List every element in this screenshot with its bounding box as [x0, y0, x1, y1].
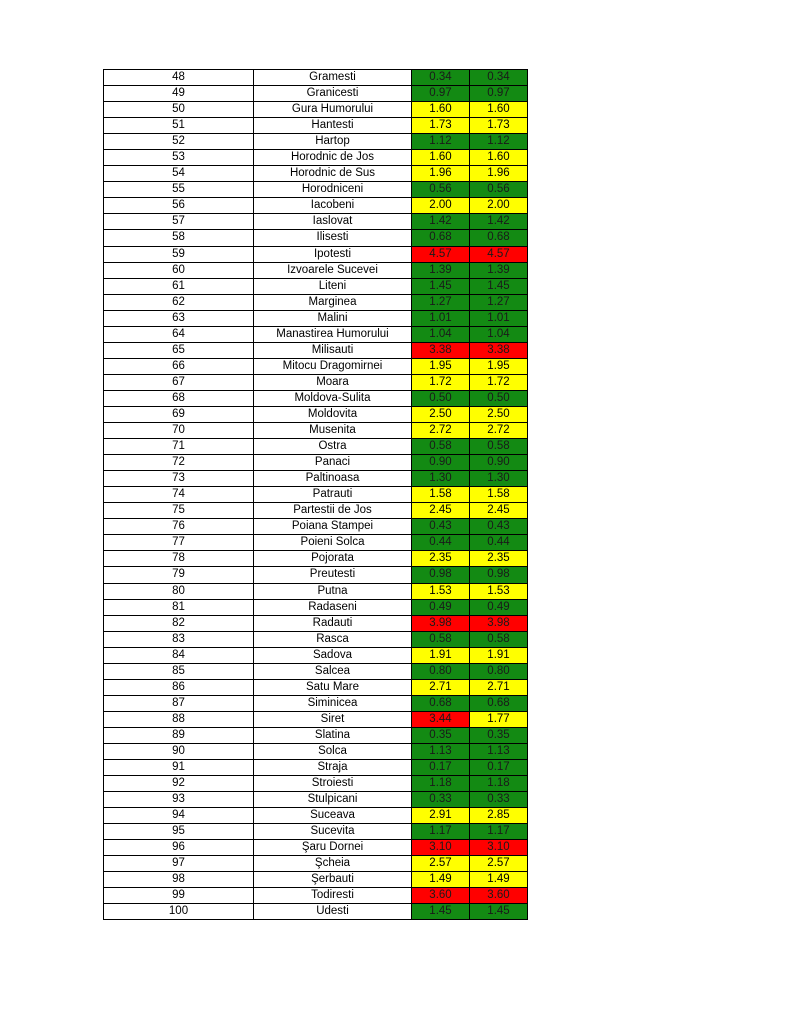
value-2-cell: 0.68: [470, 230, 528, 246]
table-row: [104, 679, 528, 695]
table-row: [104, 519, 528, 535]
row-number-cell: 71: [104, 439, 254, 455]
row-number-cell: 59: [104, 246, 254, 262]
locality-name-cell: Siret: [254, 711, 412, 727]
table-row: [104, 246, 528, 262]
value-2-cell: 0.97: [470, 86, 528, 102]
locality-name-cell: Hartop: [254, 134, 412, 150]
value-1-cell: 0.80: [412, 663, 470, 679]
row-number-cell: 68: [104, 390, 254, 406]
value-1-cell: 0.58: [412, 631, 470, 647]
row-number-cell: 94: [104, 808, 254, 824]
table-row: [104, 840, 528, 856]
locality-name-cell: Şaru Dornei: [254, 840, 412, 856]
value-1-cell: 0.68: [412, 230, 470, 246]
locality-name-cell: Poieni Solca: [254, 535, 412, 551]
table-row: [104, 711, 528, 727]
locality-name-cell: Slatina: [254, 727, 412, 743]
table-row: [104, 487, 528, 503]
table-row: [104, 599, 528, 615]
table-row: [104, 583, 528, 599]
value-1-cell: 2.91: [412, 808, 470, 824]
row-number-cell: 86: [104, 679, 254, 695]
row-number-cell: 49: [104, 86, 254, 102]
row-number-cell: 87: [104, 695, 254, 711]
locality-name-cell: Liteni: [254, 278, 412, 294]
table-row: [104, 760, 528, 776]
locality-name-cell: Milisauti: [254, 342, 412, 358]
value-1-cell: 1.60: [412, 150, 470, 166]
locality-name-cell: Ostra: [254, 439, 412, 455]
locality-name-cell: Ilisesti: [254, 230, 412, 246]
locality-name-cell: Sucevita: [254, 824, 412, 840]
row-number-cell: 77: [104, 535, 254, 551]
value-1-cell: 1.45: [412, 278, 470, 294]
value-2-cell: 1.45: [470, 278, 528, 294]
locality-name-cell: Ipotesti: [254, 246, 412, 262]
row-number-cell: 98: [104, 872, 254, 888]
row-number-cell: 76: [104, 519, 254, 535]
value-2-cell: 2.85: [470, 808, 528, 824]
value-2-cell: 1.18: [470, 776, 528, 792]
value-1-cell: 0.17: [412, 760, 470, 776]
table-row: [104, 406, 528, 422]
table-row: [104, 792, 528, 808]
value-2-cell: 1.13: [470, 743, 528, 759]
value-1-cell: 1.53: [412, 583, 470, 599]
locality-name-cell: Partestii de Jos: [254, 503, 412, 519]
value-2-cell: 0.17: [470, 760, 528, 776]
value-2-cell: 1.45: [470, 904, 528, 920]
locality-name-cell: Stroiesti: [254, 776, 412, 792]
value-1-cell: 1.58: [412, 487, 470, 503]
row-number-cell: 78: [104, 551, 254, 567]
value-2-cell: 0.35: [470, 727, 528, 743]
value-2-cell: 2.35: [470, 551, 528, 567]
value-2-cell: 0.68: [470, 695, 528, 711]
value-1-cell: 1.95: [412, 358, 470, 374]
row-number-cell: 64: [104, 326, 254, 342]
value-1-cell: 3.60: [412, 888, 470, 904]
value-1-cell: 2.45: [412, 503, 470, 519]
value-2-cell: 1.60: [470, 150, 528, 166]
value-1-cell: 1.30: [412, 471, 470, 487]
row-number-cell: 67: [104, 374, 254, 390]
locality-name-cell: Hantesti: [254, 118, 412, 134]
value-1-cell: 1.49: [412, 872, 470, 888]
row-number-cell: 100: [104, 904, 254, 920]
value-1-cell: 2.00: [412, 198, 470, 214]
locality-name-cell: Pojorata: [254, 551, 412, 567]
value-2-cell: 4.57: [470, 246, 528, 262]
table-row: [104, 743, 528, 759]
value-1-cell: 2.72: [412, 423, 470, 439]
table-row: [104, 214, 528, 230]
table-row: [104, 872, 528, 888]
row-number-cell: 65: [104, 342, 254, 358]
table-row: [104, 727, 528, 743]
table-row: [104, 856, 528, 872]
value-1-cell: 1.72: [412, 374, 470, 390]
row-number-cell: 53: [104, 150, 254, 166]
value-1-cell: 1.91: [412, 647, 470, 663]
value-1-cell: 1.60: [412, 102, 470, 118]
value-2-cell: 2.45: [470, 503, 528, 519]
locality-name-cell: Marginea: [254, 294, 412, 310]
table-row: [104, 439, 528, 455]
locality-name-cell: Şerbauti: [254, 872, 412, 888]
row-number-cell: 51: [104, 118, 254, 134]
value-1-cell: 0.49: [412, 599, 470, 615]
table-row: [104, 198, 528, 214]
locality-name-cell: Malini: [254, 310, 412, 326]
row-number-cell: 52: [104, 134, 254, 150]
table-row: [104, 102, 528, 118]
locality-name-cell: Gura Humorului: [254, 102, 412, 118]
row-number-cell: 70: [104, 423, 254, 439]
locality-name-cell: Moldovita: [254, 406, 412, 422]
table-row: [104, 278, 528, 294]
value-1-cell: 0.97: [412, 86, 470, 102]
value-2-cell: 0.56: [470, 182, 528, 198]
value-2-cell: 1.04: [470, 326, 528, 342]
row-number-cell: 63: [104, 310, 254, 326]
locality-name-cell: Horodnic de Jos: [254, 150, 412, 166]
locality-name-cell: Satu Mare: [254, 679, 412, 695]
locality-name-cell: Preutesti: [254, 567, 412, 583]
table-row: [104, 423, 528, 439]
locality-name-cell: Stulpicani: [254, 792, 412, 808]
table-row: [104, 904, 528, 920]
value-2-cell: 3.38: [470, 342, 528, 358]
value-1-cell: 2.71: [412, 679, 470, 695]
locality-name-cell: Solca: [254, 743, 412, 759]
table-row: [104, 615, 528, 631]
value-1-cell: 2.50: [412, 406, 470, 422]
value-2-cell: 2.00: [470, 198, 528, 214]
value-2-cell: 0.50: [470, 390, 528, 406]
row-number-cell: 74: [104, 487, 254, 503]
row-number-cell: 90: [104, 743, 254, 759]
table-row: [104, 776, 528, 792]
value-1-cell: 4.57: [412, 246, 470, 262]
value-1-cell: 1.17: [412, 824, 470, 840]
value-1-cell: 0.58: [412, 439, 470, 455]
value-2-cell: 0.34: [470, 70, 528, 86]
locality-name-cell: Gramesti: [254, 70, 412, 86]
value-1-cell: 0.34: [412, 70, 470, 86]
row-number-cell: 83: [104, 631, 254, 647]
row-number-cell: 61: [104, 278, 254, 294]
locality-name-cell: Mitocu Dragomirnei: [254, 358, 412, 374]
table-row: [104, 695, 528, 711]
table-row: [104, 182, 528, 198]
locality-name-cell: Rasca: [254, 631, 412, 647]
table-row: [104, 535, 528, 551]
row-number-cell: 82: [104, 615, 254, 631]
value-2-cell: 0.44: [470, 535, 528, 551]
value-2-cell: 1.77: [470, 711, 528, 727]
row-number-cell: 81: [104, 599, 254, 615]
value-1-cell: 1.18: [412, 776, 470, 792]
value-1-cell: 1.39: [412, 262, 470, 278]
table-row: [104, 342, 528, 358]
row-number-cell: 62: [104, 294, 254, 310]
value-1-cell: 3.10: [412, 840, 470, 856]
value-2-cell: 0.33: [470, 792, 528, 808]
data-table: [103, 69, 528, 920]
value-1-cell: 1.96: [412, 166, 470, 182]
value-1-cell: 3.98: [412, 615, 470, 631]
table-row: [104, 150, 528, 166]
locality-name-cell: Siminicea: [254, 695, 412, 711]
value-1-cell: 0.44: [412, 535, 470, 551]
value-2-cell: 1.96: [470, 166, 528, 182]
locality-name-cell: Şcheia: [254, 856, 412, 872]
value-2-cell: 0.58: [470, 439, 528, 455]
table-row: [104, 824, 528, 840]
table-row: [104, 118, 528, 134]
value-2-cell: 1.12: [470, 134, 528, 150]
locality-name-cell: Horodniceni: [254, 182, 412, 198]
value-1-cell: 1.13: [412, 743, 470, 759]
value-1-cell: 0.43: [412, 519, 470, 535]
table-row: [104, 326, 528, 342]
value-2-cell: 1.72: [470, 374, 528, 390]
locality-name-cell: Panaci: [254, 455, 412, 471]
row-number-cell: 69: [104, 406, 254, 422]
row-number-cell: 91: [104, 760, 254, 776]
table-row: [104, 374, 528, 390]
value-2-cell: 1.42: [470, 214, 528, 230]
table-row: [104, 631, 528, 647]
locality-name-cell: Salcea: [254, 663, 412, 679]
row-number-cell: 92: [104, 776, 254, 792]
value-1-cell: 0.90: [412, 455, 470, 471]
locality-name-cell: Straja: [254, 760, 412, 776]
table-row: [104, 358, 528, 374]
value-1-cell: 1.01: [412, 310, 470, 326]
table-row: [104, 503, 528, 519]
table-row: [104, 310, 528, 326]
value-1-cell: 2.35: [412, 551, 470, 567]
row-number-cell: 79: [104, 567, 254, 583]
row-number-cell: 97: [104, 856, 254, 872]
value-2-cell: 2.57: [470, 856, 528, 872]
table-row: [104, 567, 528, 583]
value-1-cell: 3.38: [412, 342, 470, 358]
locality-name-cell: Izvoarele Sucevei: [254, 262, 412, 278]
value-1-cell: 3.44: [412, 711, 470, 727]
row-number-cell: 48: [104, 70, 254, 86]
value-2-cell: 0.80: [470, 663, 528, 679]
table-row: [104, 471, 528, 487]
locality-name-cell: Putna: [254, 583, 412, 599]
row-number-cell: 54: [104, 166, 254, 182]
table-row: [104, 663, 528, 679]
value-2-cell: 0.98: [470, 567, 528, 583]
value-2-cell: 1.91: [470, 647, 528, 663]
value-1-cell: 1.04: [412, 326, 470, 342]
row-number-cell: 75: [104, 503, 254, 519]
table-row: [104, 390, 528, 406]
value-2-cell: 1.27: [470, 294, 528, 310]
value-2-cell: 1.17: [470, 824, 528, 840]
locality-name-cell: Radauti: [254, 615, 412, 631]
row-number-cell: 55: [104, 182, 254, 198]
value-2-cell: 0.49: [470, 599, 528, 615]
value-2-cell: 0.58: [470, 631, 528, 647]
row-number-cell: 56: [104, 198, 254, 214]
value-2-cell: 1.58: [470, 487, 528, 503]
locality-name-cell: Iaslovat: [254, 214, 412, 230]
value-2-cell: 3.60: [470, 888, 528, 904]
row-number-cell: 58: [104, 230, 254, 246]
locality-name-cell: Manastirea Humorului: [254, 326, 412, 342]
locality-name-cell: Moara: [254, 374, 412, 390]
value-1-cell: 1.12: [412, 134, 470, 150]
value-2-cell: 1.49: [470, 872, 528, 888]
table-row: [104, 294, 528, 310]
table-row: [104, 166, 528, 182]
row-number-cell: 80: [104, 583, 254, 599]
value-1-cell: 2.57: [412, 856, 470, 872]
value-1-cell: 0.33: [412, 792, 470, 808]
table-row: [104, 86, 528, 102]
row-number-cell: 50: [104, 102, 254, 118]
value-1-cell: 0.98: [412, 567, 470, 583]
row-number-cell: 66: [104, 358, 254, 374]
table-row: [104, 262, 528, 278]
locality-name-cell: Poiana Stampei: [254, 519, 412, 535]
row-number-cell: 85: [104, 663, 254, 679]
row-number-cell: 72: [104, 455, 254, 471]
table-row: [104, 888, 528, 904]
row-number-cell: 88: [104, 711, 254, 727]
row-number-cell: 60: [104, 262, 254, 278]
value-2-cell: 1.39: [470, 262, 528, 278]
value-2-cell: 0.90: [470, 455, 528, 471]
row-number-cell: 93: [104, 792, 254, 808]
value-1-cell: 1.73: [412, 118, 470, 134]
value-2-cell: 1.30: [470, 471, 528, 487]
locality-name-cell: Paltinoasa: [254, 471, 412, 487]
table-row: [104, 808, 528, 824]
value-2-cell: 2.71: [470, 679, 528, 695]
locality-name-cell: Sadova: [254, 647, 412, 663]
row-number-cell: 89: [104, 727, 254, 743]
locality-name-cell: Musenita: [254, 423, 412, 439]
locality-name-cell: Horodnic de Sus: [254, 166, 412, 182]
row-number-cell: 73: [104, 471, 254, 487]
value-2-cell: 1.73: [470, 118, 528, 134]
locality-name-cell: Iacobeni: [254, 198, 412, 214]
value-1-cell: 1.42: [412, 214, 470, 230]
table-body: [104, 70, 528, 920]
locality-name-cell: Todiresti: [254, 888, 412, 904]
value-2-cell: 3.98: [470, 615, 528, 631]
table-row: [104, 647, 528, 663]
value-1-cell: 0.50: [412, 390, 470, 406]
table-row: [104, 551, 528, 567]
value-1-cell: 0.68: [412, 695, 470, 711]
row-number-cell: 84: [104, 647, 254, 663]
value-2-cell: 2.50: [470, 406, 528, 422]
value-2-cell: 3.10: [470, 840, 528, 856]
row-number-cell: 57: [104, 214, 254, 230]
locality-name-cell: Udesti: [254, 904, 412, 920]
row-number-cell: 99: [104, 888, 254, 904]
table-row: [104, 70, 528, 86]
value-1-cell: 1.27: [412, 294, 470, 310]
row-number-cell: 95: [104, 824, 254, 840]
value-2-cell: 1.53: [470, 583, 528, 599]
locality-name-cell: Radaseni: [254, 599, 412, 615]
row-number-cell: 96: [104, 840, 254, 856]
value-1-cell: 0.56: [412, 182, 470, 198]
value-2-cell: 0.43: [470, 519, 528, 535]
value-2-cell: 1.95: [470, 358, 528, 374]
locality-name-cell: Patrauti: [254, 487, 412, 503]
table-row: [104, 230, 528, 246]
value-1-cell: 0.35: [412, 727, 470, 743]
table-row: [104, 455, 528, 471]
locality-name-cell: Granicesti: [254, 86, 412, 102]
table-row: [104, 134, 528, 150]
value-2-cell: 2.72: [470, 423, 528, 439]
value-2-cell: 1.01: [470, 310, 528, 326]
locality-name-cell: Moldova-Sulita: [254, 390, 412, 406]
value-1-cell: 1.45: [412, 904, 470, 920]
value-2-cell: 1.60: [470, 102, 528, 118]
locality-name-cell: Suceava: [254, 808, 412, 824]
